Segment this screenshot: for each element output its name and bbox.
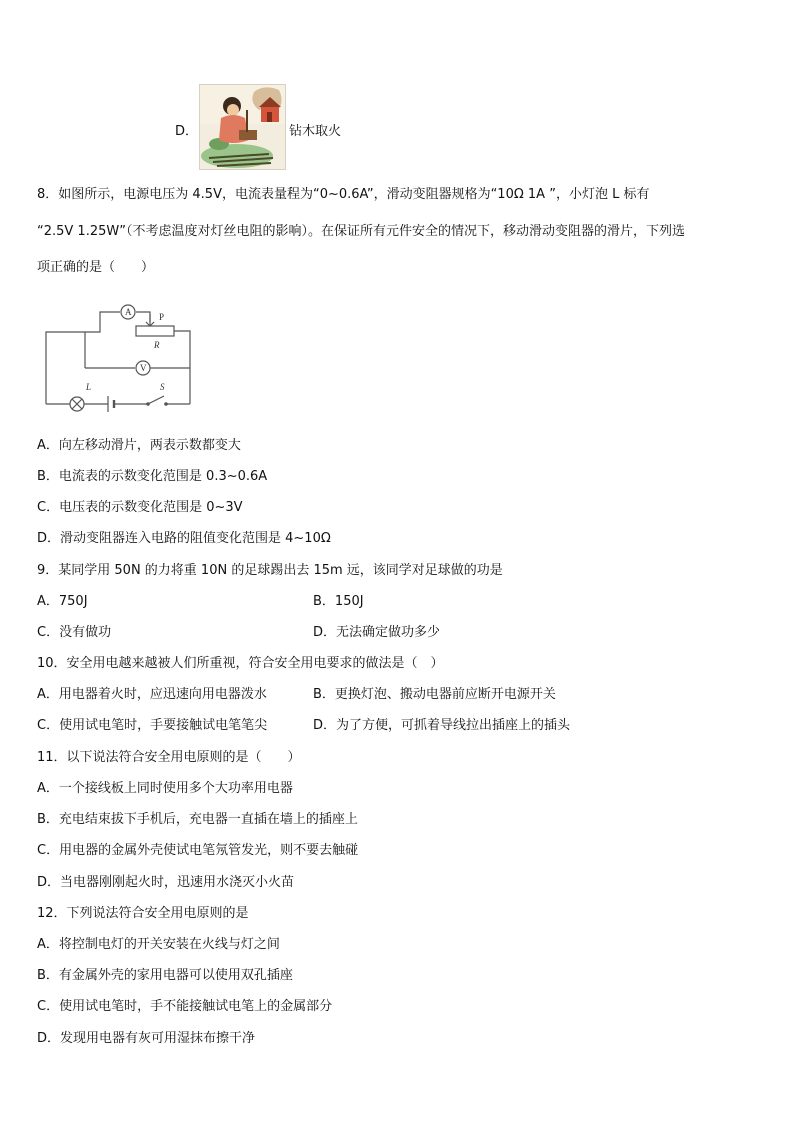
circuit-diagram [40,302,200,414]
q9-stem: 9．某同学用 50N 的力将重 10N 的足球踢出去 15m 远，该同学对足球做的功是 [37,563,503,578]
q7-option-d-letter: D． [175,124,199,139]
switch-blade [148,396,164,404]
q9-option-d: D．无法确定做功多少 [313,625,441,640]
drilling-wood-fire-illustration [199,84,286,170]
switch-label: S [160,382,165,392]
q12-stem: 12．下列说法符合安全用电原则的是 [37,906,249,921]
q9-option-a: A．750J [37,594,88,609]
ammeter-label: A [125,307,132,317]
q9-option-c: C．没有做功 [37,625,112,640]
lamp-label: L [86,382,92,392]
q8-stem-line3: 项正确的是（ ） [37,260,155,275]
slider-label: P [159,312,165,322]
q8-option-a: A．向左移动滑片，两表示数都变大 [37,438,241,453]
wire-top-left [46,312,120,404]
q8-stem-line1: 8．如图所示，电源电压为 4.5V，电流表量程为“0~0.6A”，滑动变阻器规格为“10Ω 1A ”，小灯泡 L 标有 [37,187,650,202]
q12-option-a: A．将控制电灯的开关安装在火线与灯之间 [37,937,280,952]
q8-option-d: D．滑动变阻器连入电路的阻值变化范围是 4~10Ω [37,531,331,546]
q12-option-d: D．发现用电器有灰可用湿抹布擦干净 [37,1031,256,1046]
q8-option-b: B．电流表的示数变化范围是 0.3~0.6A [37,469,268,484]
resistor-symbol [136,326,174,336]
q8-stem-line2: “2.5V 1.25W”（不考虑温度对灯丝电阻的影响）。在保证所有元件安全的情况下，移动滑动变阻器的滑片，下列选 [37,224,685,239]
q11-option-b: B．充电结束拔下手机后，充电器一直插在墙上的插座上 [37,812,358,827]
q12-option-c: C．使用试电笔时，手不能接触试电笔上的金属部分 [37,999,333,1014]
q10-stem: 10．安全用电越来越被人们所重视，符合安全用电要求的做法是（ ） [37,656,444,671]
q11-stem: 11．以下说法符合安全用电原则的是（ ） [37,750,301,765]
q11-option-a: A．一个接线板上同时使用多个大功率用电器 [37,781,293,796]
q11-option-c: C．用电器的金属外壳使试电笔氖管发光，则不要去触碰 [37,843,359,858]
resistor-label: R [154,340,160,350]
voltmeter-label: V [140,363,147,373]
q11-option-d: D．当电器刚刚起火时，迅速用水浇灭小火苗 [37,875,295,890]
q12-option-b: B．有金属外壳的家用电器可以使用双孔插座 [37,968,293,983]
q10-option-b: B．更换灯泡、搬动电器前应断开电源开关 [313,687,556,702]
q8-option-c: C．电压表的示数变化范围是 0~3V [37,500,243,515]
q10-option-c: C．使用试电笔时，手要接触试电笔笔尖 [37,718,268,733]
q7-option-d-text: 钻木取火 [289,124,342,139]
q10-option-d: D．为了方便，可抓着导线拉出插座上的插头 [313,718,571,733]
q10-option-a: A．用电器着火时，应迅速向用电器泼水 [37,687,267,702]
q9-option-b: B．150J [313,594,364,609]
